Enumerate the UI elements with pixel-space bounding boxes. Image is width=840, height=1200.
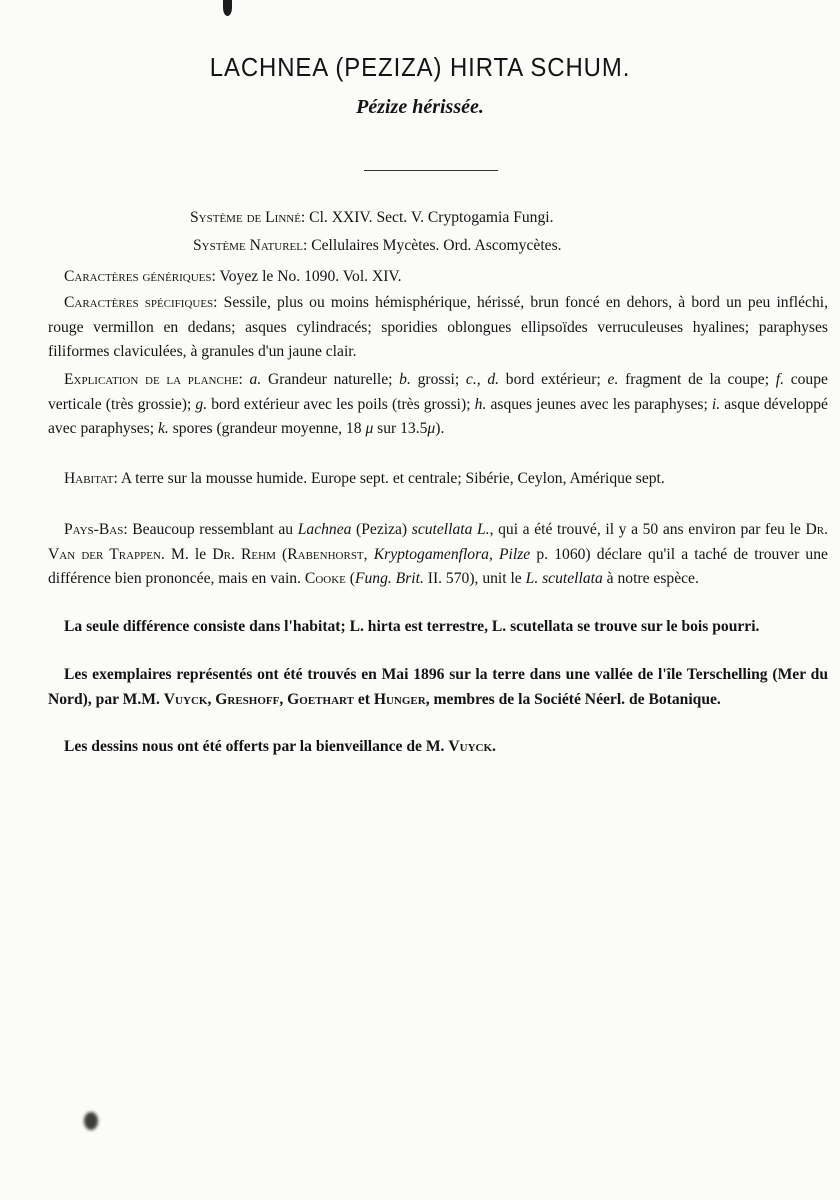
pays-bas-text: p. 1060) déclare qu'il a taché de trouver une différence bien prononcée, mais en vain. bbox=[48, 545, 828, 587]
conjunction: et bbox=[357, 690, 370, 708]
person-cooke: Cooke bbox=[304, 570, 346, 587]
person-hunger: Hunger, bbox=[373, 690, 430, 708]
fig-b-ref: b. bbox=[399, 371, 411, 388]
dessins-paragraph bbox=[48, 735, 828, 760]
species-name: L. scutellata bbox=[525, 570, 603, 587]
micron-unit: μ bbox=[365, 420, 374, 437]
pays-bas-text: Beaucoup ressemblant au bbox=[132, 521, 294, 538]
fig-cd-text: bord extérieur; bbox=[505, 371, 601, 388]
linne-text: Cl. XXIV. Sect. V. Cryptogamia Fungi. bbox=[309, 209, 554, 226]
exemplaires-text: Les exemplaires représentés ont été trouvés en Mai 1896 sur la terre dans une vallée de l'île Terschelling (Mer du Nord), par M.M. bbox=[48, 666, 828, 708]
ink-speck-bottom bbox=[84, 1112, 98, 1130]
pays-bas-text: II. 570), unit le bbox=[427, 570, 522, 587]
fig-b-text: grossi; bbox=[417, 371, 460, 388]
ink-speck-top bbox=[223, 0, 232, 16]
person-van-der-trappen: Van der Trappen. bbox=[48, 545, 165, 563]
specifiques-paragraph bbox=[48, 291, 828, 365]
fig-cd-ref: c., d. bbox=[465, 371, 500, 388]
micron-unit: μ bbox=[427, 420, 436, 437]
explication-end: ). bbox=[435, 420, 445, 437]
work-kryptogamenflora: Kryptogamenflora, Pilze bbox=[373, 545, 531, 563]
explication-label: Explication de la planche: bbox=[64, 371, 243, 388]
dessins-text: Les dessins nous ont été offerts par la bienveillance de M. bbox=[64, 738, 445, 755]
fig-h-text: asques jeunes avec les paraphyses; bbox=[490, 395, 708, 413]
habitat-text: A terre sur la mousse humide. Europe sept. et centrale; Sibérie, Ceylon, Amérique sept. bbox=[120, 470, 665, 487]
fig-g-ref: g. bbox=[195, 395, 208, 413]
pays-bas-paragraph: Pays-Bas: Beaucoup ressemblant au Lachnea (Peziza) scutellata L., qui a été trouvé, il y a 50 ans environ par feu le Dr. Van der Trappen. M. le Dr. Rehm (Rabenhorst, Kryptogamenflora, Pilze p. 1060) déclare qu'il a taché de trouver une différence bien prononcée, mais en vain. Cooke (Fung. Brit. II. 570), unit le L. scutellata à notre espèce. bbox=[48, 521, 828, 587]
person-goethart: Goethart bbox=[287, 690, 354, 708]
pays-bas-text: à notre espèce. bbox=[606, 570, 699, 587]
naturel-line bbox=[193, 233, 562, 258]
generiques-line bbox=[64, 264, 402, 289]
pays-bas-text: M. le bbox=[170, 545, 207, 563]
title-divider bbox=[364, 170, 498, 171]
page-subtitle: Pézize hérissée. bbox=[356, 96, 484, 118]
fig-i-ref: i. bbox=[711, 395, 721, 413]
paren: ( bbox=[282, 545, 288, 563]
person-greshoff: Greshoff, bbox=[215, 690, 284, 708]
difference-paragraph: La seule différence consiste dans l'habitat; L. hirta est terrestre, L. scutellata se trouve sur le bois pourri. bbox=[64, 618, 760, 635]
fig-e-text: fragment de la coupe; bbox=[625, 371, 770, 388]
pays-bas-label: Pays-Bas: bbox=[64, 521, 128, 538]
fig-a-text: Grandeur naturelle; bbox=[267, 371, 393, 388]
habitat-paragraph bbox=[48, 467, 828, 492]
species-name: scutellata bbox=[411, 521, 473, 538]
person-rehm: Rehm bbox=[241, 545, 276, 563]
author-abbrev: L. bbox=[477, 521, 490, 538]
pays-bas-text: , qui a été trouvé, il y a 50 ans environ par feu le bbox=[489, 521, 801, 538]
linne-label: Système de Linné: bbox=[190, 209, 306, 226]
fig-g-text: bord extérieur avec les poils (très grossi); bbox=[211, 395, 471, 413]
title-dr: Dr. bbox=[212, 545, 235, 563]
explication-paragraph bbox=[48, 368, 828, 442]
fig-a-ref: a. bbox=[249, 371, 262, 388]
generiques-text: Voyez le No. 1090. Vol. XIV. bbox=[219, 268, 402, 285]
generiques-label: Caractères génériques: bbox=[64, 268, 216, 285]
naturel-label: Système Naturel: bbox=[193, 237, 308, 254]
specifiques-text: Sessile, plus ou moins hémisphérique, hérissé, brun foncé en dehors, à bord un peu infléchi, rouge vermillon en dedans; asques cylindracés; sporidies oblongues ellipsoïdes verruculeuses hyalines; paraphyses filiformes claviculées, à granules d'un jaune clair. bbox=[48, 294, 828, 360]
spore-size-text: sur 13.5 bbox=[377, 420, 428, 437]
fig-f-ref: f. bbox=[775, 371, 784, 388]
fig-k-text: spores (grandeur moyenne, 18 bbox=[172, 420, 362, 437]
fig-e-ref: e. bbox=[607, 371, 619, 388]
exemplaires-text: membres de la Société Néerl. de Botanique. bbox=[433, 690, 721, 708]
person-vuyck: Vuyck. bbox=[448, 738, 496, 755]
genus-name: Lachnea bbox=[297, 521, 352, 538]
specifiques-label: Caractères spécifiques: bbox=[64, 294, 218, 311]
fig-h-ref: h. bbox=[474, 395, 487, 413]
page-title: LACHNEA (PEZIZA) HIRTA SCHUM. bbox=[209, 52, 631, 82]
fig-i-text: asque développé avec paraphyses; bbox=[48, 395, 828, 437]
fig-f-text: coupe verticale (très grossie); bbox=[48, 371, 828, 413]
person-rabenhorst: Rabenhorst, bbox=[287, 545, 368, 563]
person-vuyck: Vuyck, bbox=[163, 690, 212, 708]
exemplaires-paragraph bbox=[48, 663, 828, 712]
linne-line bbox=[190, 205, 554, 230]
naturel-text: Cellulaires Mycètes. Ord. Ascomycètes. bbox=[311, 237, 562, 254]
habitat-label: Habitat: bbox=[64, 470, 118, 487]
genus-alt: (Peziza) bbox=[356, 521, 408, 538]
work-fung-brit: Fung. Brit. bbox=[354, 570, 424, 587]
title-dr: Dr. bbox=[805, 521, 828, 538]
fig-k-ref: k. bbox=[157, 420, 169, 437]
